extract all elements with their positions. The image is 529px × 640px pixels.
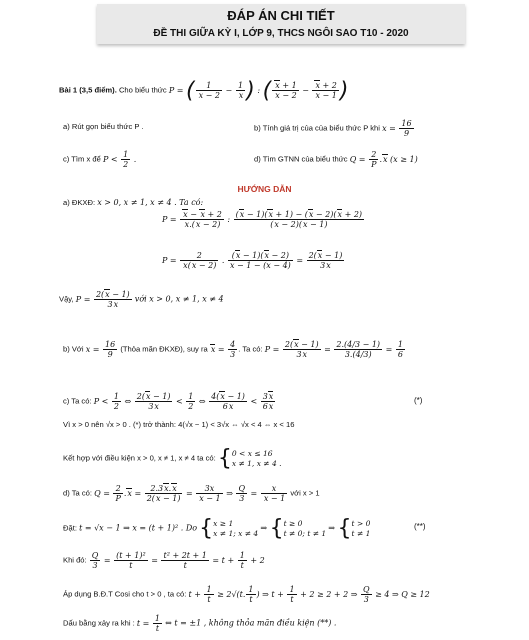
solution-d-substitution: Đặt: t = √x − 1 ⇒ x = (t + 1)² . Do {x ≥ 1 x ≠ 1; x ≠ 4 ⇒ {t ≥ 0 t ≠ 0; t ≠ 1 ⇒ {t > 0 t ≠ 1: [63, 516, 371, 541]
marker-star-1: (*): [414, 396, 423, 405]
solution-c-reason: Vì x > 0 nên √x > 0 . (*) trở thành: 4(√x − 1) < 3√x ⇔ √x < 4 ⇔ x < 16: [63, 420, 295, 429]
solution-c-combine: Kết hợp với điều kiện x > 0, x ≠ 1, x ≠ 4 ta có: {0 < x ≤ 16 x ≠ 1, x ≠ 4 .: [63, 446, 282, 471]
problem-statement: [59, 78, 348, 103]
solution-d-khido: Khi đó: $\frac{Q}{3}$ = $\frac{\text{(t + 1)²}}{t}$ = $\frac{\text{t² + 2t + 1}}{t}$ = t + $\frac{1}{t}$ + 2: [63, 551, 265, 571]
problem-intro: Cho biểu thức: [118, 85, 167, 95]
solution-d-cosi: Áp dụng B.Đ.T Cosi cho t > 0 , ta có: t + $\frac{1}{t}$ ≥ 2√(t. $\frac{1}{t}$ ) ⇒ t + $\frac{1}{t}$ + 2 ≥ 2 + 2 ⇒ $\frac{Q}{3}$ ≥ 4 ⇒ Q ≥ 12: [63, 585, 430, 605]
part-b: b) Tính giá trị của của biểu thức P khi x = $\frac{16}{9}$: [254, 119, 412, 139]
part-d: d) Tìm GTNN của biểu thức Q = $\frac{2}{P}$ .x (x ≥ 1): [254, 150, 418, 170]
solution-c: c) Ta có: P < $\frac{1}{2}$ ⇔ $\frac{2(x - 1)}{3x}$ < $\frac{1}{2}$ ⇔ $\frac{4(x - 1)}{6x}$ < $\frac{3x}{6x}$: [63, 392, 274, 412]
marker-star-2: (**): [414, 522, 426, 531]
title-banner: [97, 4, 465, 44]
problem-label: Bài 1 (3,5 điểm).: [59, 85, 117, 95]
part-c: c) Tìm x để P < $\frac{1}{2}$ .: [63, 150, 137, 170]
solution-a-condition: a) ĐKXĐ: x > 0, x ≠ 1, x ≠ 4 . Ta có:: [63, 198, 204, 207]
part-a: a) Rút gọn biểu thức P .: [63, 122, 144, 131]
solution-d: d) Ta có: Q = $\frac{2}{P}$ .x = $\frac{2.3x.x}{2(x - 1)}$ = $\frac{3x}{x - 1}$ ⇒ $\frac{Q}{3}$ = $\frac{x}{x - 1}$ với x > 1: [63, 484, 320, 504]
solution-d-equality: Dấu bằng xảy ra khi : t = $\frac{1}{t}$ ⇔ t = ±1 , không thỏa mãn điều kiện (**) .: [63, 614, 337, 634]
solution-b: b) Với x = $\frac{16}{9}$ (Thỏa mãn ĐKXĐ), suy ra x = $\frac{4}{3}$ . Ta có: P = $\frac{2(x - 1)}{3x}$ = $\frac{2.(4/3 - 1)}{3.(4/3)}$ = $\frac{1}{6}$: [63, 340, 403, 360]
page-title: ĐÁP ÁN CHI TIẾT: [227, 8, 335, 23]
solution-a-step2: P = $\frac{2}{x(x - 2)}$ . $\frac{(x - 1)(x - 2)}{x - 1 - (x - 4)}$ = $\frac{2(x - 1)}{3x}$: [162, 251, 343, 271]
page-subtitle: ĐỀ THI GIỮA KỲ I, LỚP 9, THCS NGÔI SAO T10 - 2020: [153, 28, 409, 39]
guide-title: HƯỚNG DẪN: [237, 184, 292, 194]
solution-a-conclusion: Vậy, P = $\frac{2(x - 1)}{3x}$ với x > 0, x ≠ 1, x ≠ 4: [59, 290, 224, 310]
formula-p: P = ( $\frac{1}{x - 2}$ − $\frac{1}{x}$ ) : ( $\frac{x + 1}{x - 2}$ − $\frac{x + 2}{x - 1}$ ): [168, 78, 349, 103]
solution-a-step1: P = $\frac{x - x + 2}{x.(x - 2)}$ : $\frac{(x - 1)(x + 1) - (x - 2)(x + 2)}{(x - 2)(x - 1)}$: [162, 210, 363, 230]
